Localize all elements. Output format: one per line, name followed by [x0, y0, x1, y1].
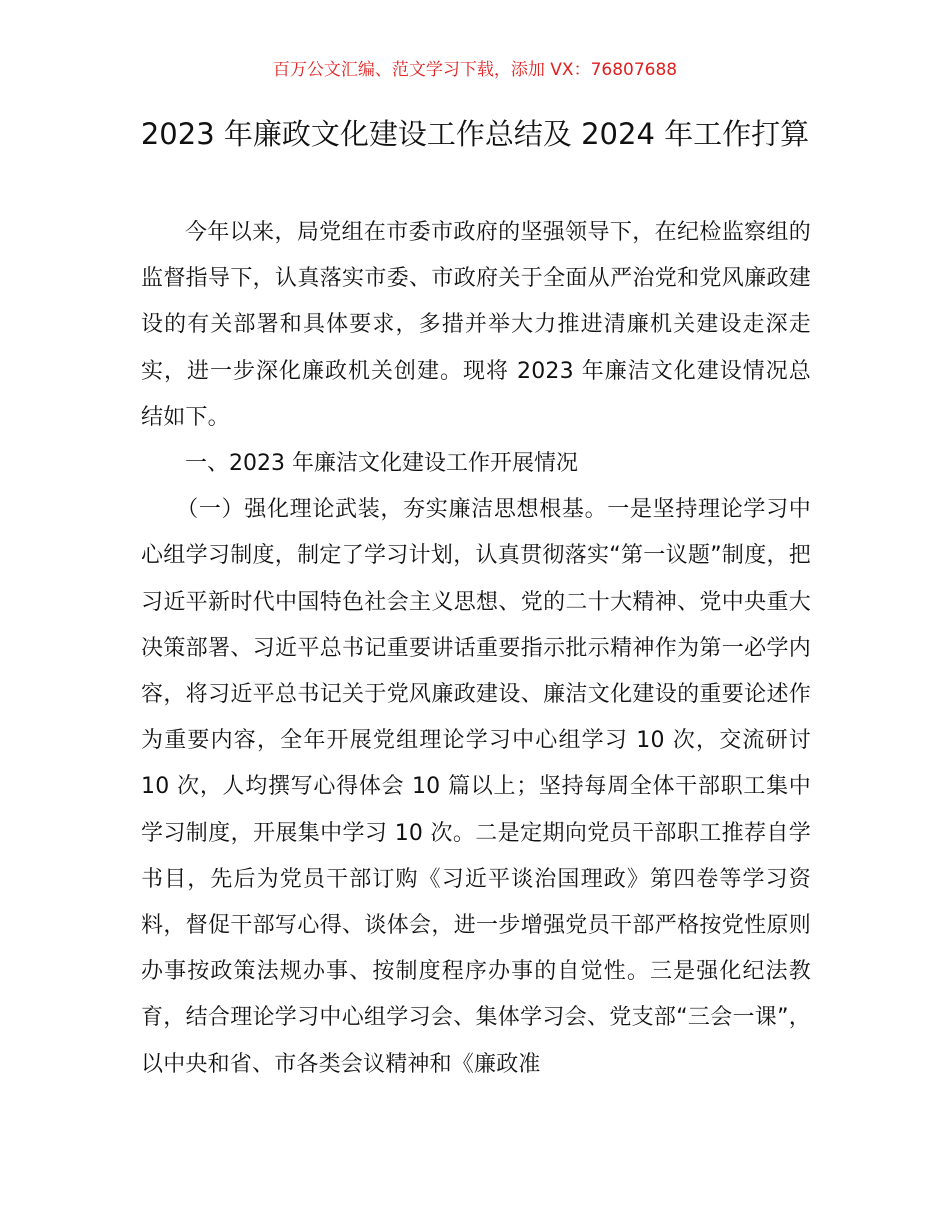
header-watermark-note: 百万公文汇编、范文学习下载，添加 VX：76807688: [272, 60, 678, 80]
body-paragraph: （一）强化理论武装，夯实廉洁思想根基。一是坚持理论学习中心组学习制度，制定了学习计划，认真贯彻落实“第一议题”制度，把习近平新时代中国特色社会主义思想、党的二十大精神、党中央重大决策部署、习近平总书记重要讲话重要指示批示精神作为第一必学内容，将习近平总书记关于党风廉政建设、廉洁文化建设的重要论述作为重要内容，全年开展党组理论学习中心组学习 10 次，交流研讨 10 次，人均撰写心得体会 10 篇以上；坚持每周全体干部职工集中学习制度，开展集中学习 10 次。二是定期向党员干部职工推荐自学书目，先后为党员干部订购《习近平谈治国理政》第四卷等学习资料，督促干部写心得、谈体会，进一步增强党员干部严格按党性原则办事按政策法规办事、按制度程序办事的自觉性。三是强化纪法教育，结合理论学习中心组学习会、集体学习会、党支部“三会一课”，以中央和省、市各类会议精神和《廉政准: [141, 497, 811, 1077]
document-title: 2023 年廉政文化建设工作总结及 2024 年工作打算: [140, 117, 810, 151]
section-heading: 一、2023 年廉洁文化建设工作开展情况: [185, 451, 578, 477]
intro-paragraph: 今年以来，局党组在市委市政府的坚强领导下，在纪检监察组的监督指导下，认真落实市委、市政府关于全面从严治党和党风廉政建设的有关部署和具体要求，多措并举大力推进清廉机关建设走深走实，进一步深化廉政机关创建。现将 2023 年廉洁文化建设情况总结如下。: [141, 220, 811, 430]
document-body: [141, 210, 811, 1088]
